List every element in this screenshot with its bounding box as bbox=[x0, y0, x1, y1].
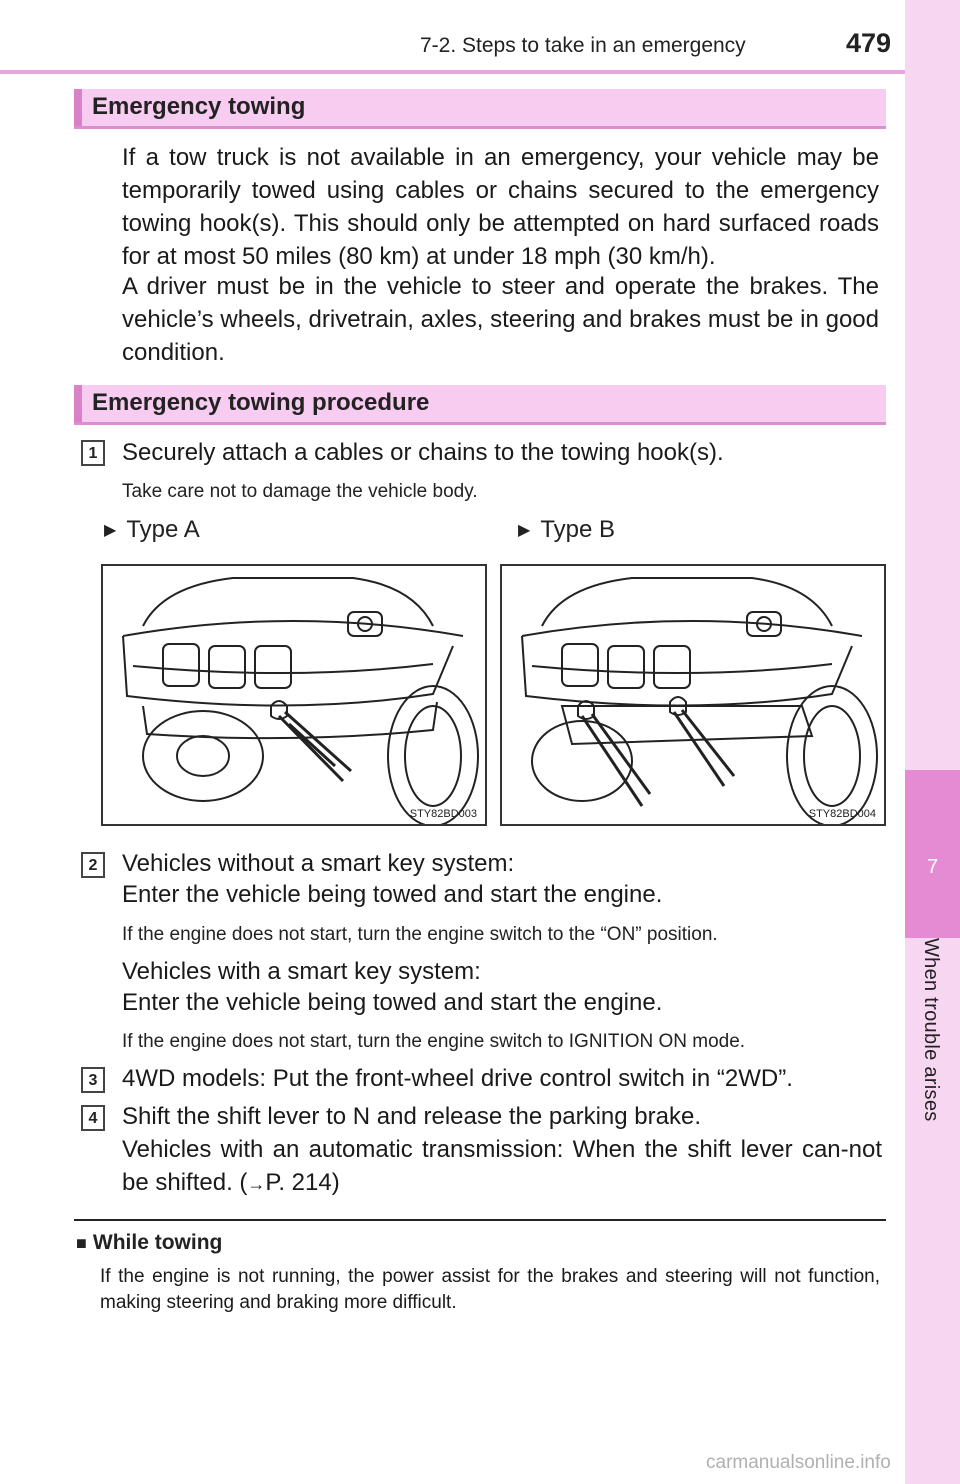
figure-type-b bbox=[500, 564, 886, 826]
step-3-text: 4WD models: Put the front-wheel drive control switch in “2WD”. bbox=[122, 1065, 793, 1092]
section-heading-emergency-towing bbox=[74, 89, 886, 129]
step-number-1: 1 bbox=[81, 440, 105, 466]
step-2-note1: If the engine does not start, turn the engine switch to the “ON” position. bbox=[122, 924, 718, 945]
step-number-2: 2 bbox=[81, 852, 105, 878]
step-1-text: Securely attach a cables or chains to the towing hook(s). bbox=[122, 439, 724, 466]
chapter-title: When trouble arises bbox=[920, 938, 942, 1122]
section-divider bbox=[74, 1219, 886, 1221]
section-heading-text: Emergency towing procedure bbox=[92, 389, 430, 416]
while-towing-text: If the engine is not running, the power assist for the brakes and steering will not function, making steering and braking more difficult. bbox=[100, 1266, 880, 1313]
page-reference-arrow-icon: → bbox=[247, 1174, 266, 1194]
step-2-line2: Enter the vehicle being towed and start the engine. bbox=[122, 881, 663, 908]
step-number-3: 3 bbox=[81, 1067, 105, 1093]
chapter-tab[interactable] bbox=[905, 770, 960, 938]
intro-paragraph: If a tow truck is not available in an emergency, your vehicle may be temporarily towed using cables or chains secured to the emergency towing hook(s). This should only be attempted on hard surfaced roads for at most 50 miles (80 km) at under 18 mph (30 km/h). bbox=[122, 144, 879, 270]
side-tab-strip bbox=[905, 0, 960, 1484]
watermark: carmanualsonline.info bbox=[706, 1452, 891, 1473]
tow-hook-illustration-a bbox=[103, 566, 487, 826]
figure-type-a bbox=[101, 564, 487, 826]
header-rule bbox=[0, 70, 905, 74]
while-towing-title: ■ While towing bbox=[76, 1231, 223, 1254]
section-heading-text: Emergency towing bbox=[92, 93, 306, 120]
triangle-bullet-icon: ▶ bbox=[104, 522, 117, 539]
step-4-line1: Shift the shift lever to N and release the parking brake. bbox=[122, 1103, 701, 1130]
driver-paragraph: A driver must be in the vehicle to steer and operate the brakes. The vehicle’s wheels, drivetrain, axles, steering and brakes must be in good condition. bbox=[122, 273, 879, 366]
page-reference-link[interactable]: P. 214) bbox=[265, 1169, 340, 1196]
figure-a-label: ▶ Type A bbox=[104, 516, 200, 543]
section-heading-procedure bbox=[74, 385, 886, 425]
step-1-note: Take care not to damage the vehicle body. bbox=[122, 481, 478, 502]
figure-code: STY82BD003 bbox=[409, 808, 477, 820]
square-bullet-icon: ■ bbox=[76, 1233, 87, 1253]
step-4-line2: Vehicles with an automatic transmission: When the shift lever can-not be shifted. (→P. 214) bbox=[122, 1136, 882, 1196]
step-number-4: 4 bbox=[81, 1105, 105, 1131]
step-2-line4: Enter the vehicle being towed and start the engine. bbox=[122, 989, 663, 1016]
figure-code: STY82BD004 bbox=[808, 808, 876, 820]
triangle-bullet-icon: ▶ bbox=[518, 522, 531, 539]
running-header-section: 7-2. Steps to take in an emergency bbox=[420, 34, 746, 57]
tow-hook-illustration-b bbox=[502, 566, 886, 826]
page-number: 479 bbox=[846, 28, 892, 58]
figure-b-label: ▶ Type B bbox=[518, 516, 616, 543]
chapter-number: 7 bbox=[926, 856, 939, 878]
step-2-line1: Vehicles without a smart key system: bbox=[122, 850, 515, 877]
step-2-note2: If the engine does not start, turn the engine switch to IGNITION ON mode. bbox=[122, 1031, 746, 1052]
step-2-line3: Vehicles with a smart key system: bbox=[122, 958, 481, 985]
